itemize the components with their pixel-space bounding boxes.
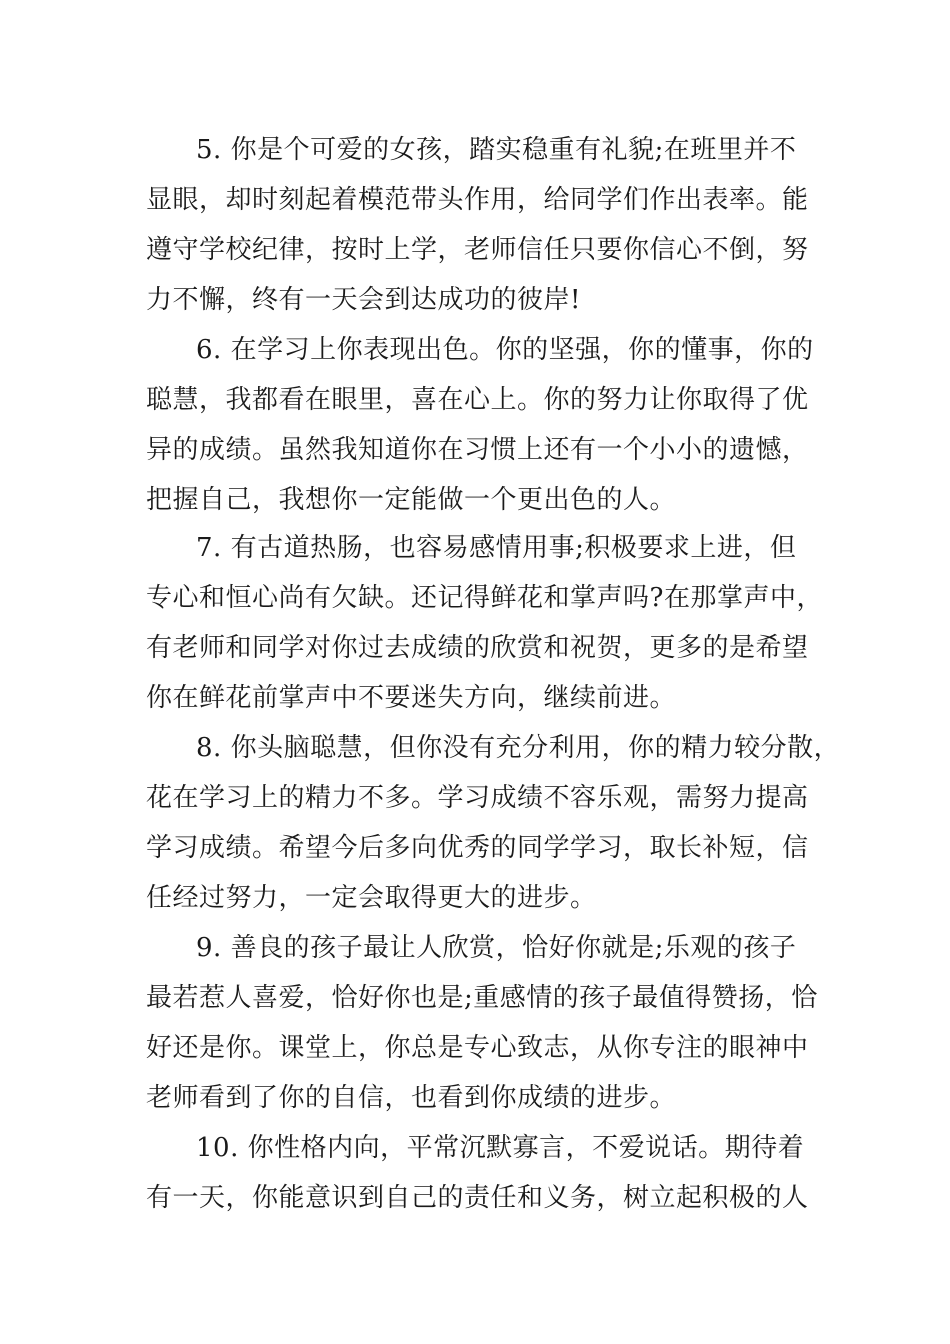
paragraph-6-line-3: 异的成绩。虽然我知道你在习惯上还有一个小小的遗憾， [146,435,809,465]
paragraph-8-line-4: 任经过努力，一定会取得更大的进步。 [146,883,597,913]
paragraph-6-line-2: 聪慧，我都看在眼里，喜在心上。你的努力让你取得了优 [146,385,809,415]
paragraph-5-line-4: 力不懈，终有一天会到达成功的彼岸! [146,285,581,315]
paragraph-10-line-1: 10. 你性格内向，平常沉默寡言，不爱说话。期待着 [196,1133,805,1163]
paragraph-8-line-1: 8. 你头脑聪慧，但你没有充分利用，你的精力较分散， [196,733,841,763]
paragraph-6-line-1: 6. 在学习上你表现出色。你的坚强，你的懂事，你的 [196,335,814,365]
paragraph-5-line-1: 5. 你是个可爱的女孩，踏实稳重有礼貌;在班里并不 [196,135,797,165]
paragraph-9-line-3: 好还是你。课堂上，你总是专心致志，从你专注的眼神中 [146,1033,809,1063]
paragraph-10-line-2: 有一天，你能意识到自己的责任和义务，树立起积极的人 [146,1183,809,1213]
paragraph-9-line-2: 最若惹人喜爱，恰好你也是;重感情的孩子最值得赞扬，恰 [146,983,818,1013]
paragraph-7-line-1: 7. 有古道热肠，也容易感情用事;积极要求上进，但 [196,533,797,563]
paragraph-8-line-3: 学习成绩。希望今后多向优秀的同学学习，取长补短，信 [146,833,809,863]
paragraph-7-line-2: 专心和恒心尚有欠缺。还记得鲜花和掌声吗?在那掌声中， [146,583,823,613]
paragraph-5-line-3: 遵守学校纪律，按时上学，老师信任只要你信心不倒，努 [146,235,809,265]
paragraph-8-line-2: 花在学习上的精力不多。学习成绩不容乐观，需努力提高 [146,783,809,813]
paragraph-6-line-4: 把握自己，我想你一定能做一个更出色的人。 [146,485,677,515]
paragraph-9-line-1: 9. 善良的孩子最让人欣赏，恰好你就是;乐观的孩子 [196,933,797,963]
paragraph-7-line-3: 有老师和同学对你过去成绩的欣赏和祝贺，更多的是希望 [146,633,809,663]
paragraph-9-line-4: 老师看到了你的自信，也看到你成绩的进步。 [146,1083,677,1113]
paragraph-7-line-4: 你在鲜花前掌声中不要迷失方向，继续前进。 [146,683,677,713]
paragraph-5-line-2: 显眼，却时刻起着模范带头作用，给同学们作出表率。能 [146,185,809,215]
